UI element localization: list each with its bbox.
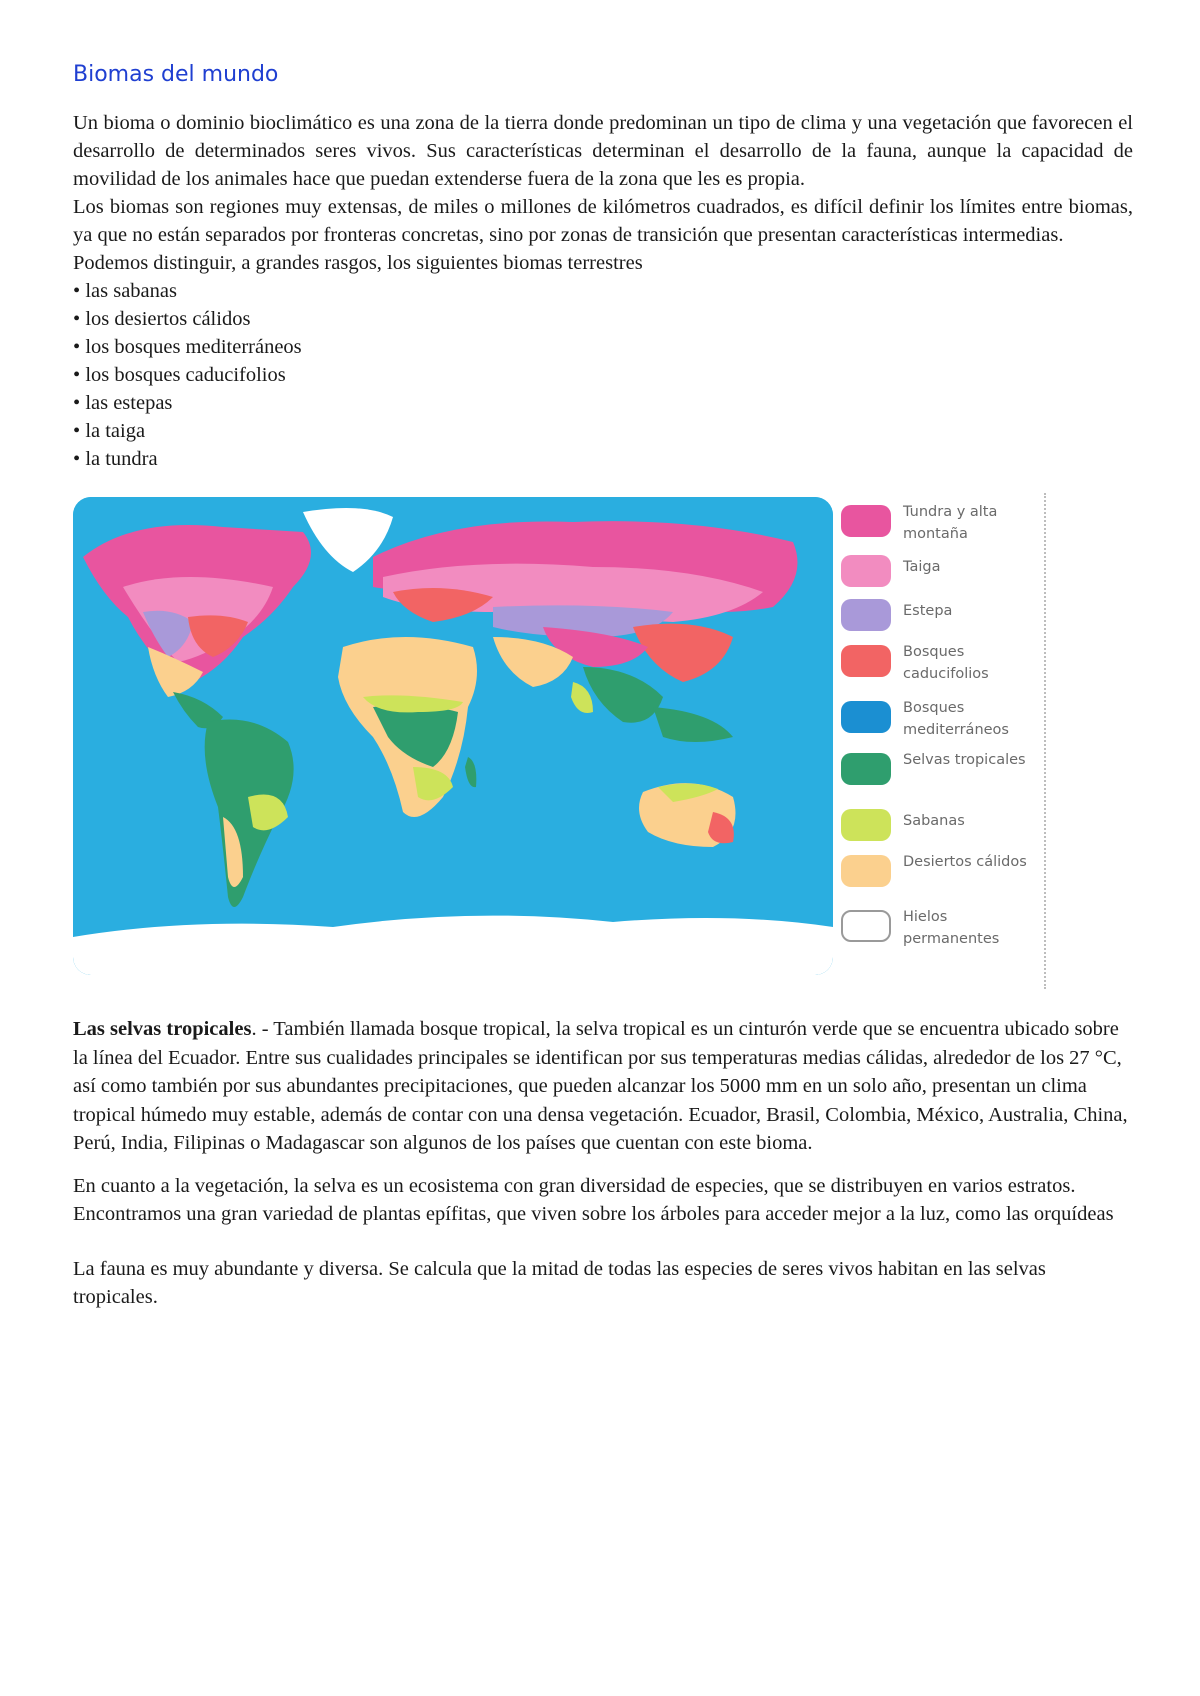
legend-label: Desiertos cálidos [903, 854, 1027, 870]
legend-item-estepa [841, 595, 1041, 645]
biome-list [73, 277, 1133, 473]
legend-swatch [841, 809, 891, 841]
list-item: • los bosques mediterráneos [73, 333, 1133, 361]
section-paragraph-2: En cuanto a la vegetación, la selva es un ecosistema con gran diversidad de especies, que se distribuyen en varios estratos. Encontramos una gran variedad de plantas epífitas, que viven sobre los árboles para acceder mejor a la luz, como las orquídeas [73, 1174, 1114, 1225]
legend-label: Tundra y alta montaña [903, 504, 998, 542]
legend-swatch [841, 753, 891, 785]
section-paragraph-3: La fauna es muy abundante y diversa. Se calcula que la mitad de todas las especies de seres vivos habitan en las selvas tropicales. [73, 1257, 1046, 1308]
legend-item-taiga [841, 551, 1041, 601]
document-page [73, 62, 1133, 1326]
legend-item-tundra [841, 501, 1041, 551]
legend-label: Hielos permanentes [903, 909, 1000, 947]
legend-swatch [841, 505, 891, 537]
section-selvas-tropicales [73, 1015, 1133, 1312]
legend-swatch [841, 910, 891, 942]
legend-swatch [841, 599, 891, 631]
legend-swatch [841, 701, 891, 733]
legend-label: Taiga [903, 559, 941, 575]
legend-item-sabanas [841, 805, 1041, 855]
legend-item-hielos-permanentes [841, 906, 1041, 956]
legend-divider [1044, 493, 1047, 989]
intro-paragraph-3: Podemos distinguir, a grandes rasgos, los siguientes biomas terrestres [73, 252, 643, 274]
legend-label: Sabanas [903, 813, 965, 829]
section-paragraph-1 [73, 1015, 1133, 1158]
legend-item-desiertos-calidos [841, 851, 1041, 901]
world-biome-map [73, 497, 833, 975]
legend-swatch [841, 855, 891, 887]
section-heading-text: . - También llamada bosque tropical, la selva tropical es un cinturón verde que se encuentra ubicado sobre la línea del Ecuador. Entre sus cualidades principales se identifican por sus temperaturas medias cálidas, alrededor de los 27 °C, así como también por sus abundantes precipitaciones, que pueden alcanzar los 5000 mm en un solo año, presentan un clima tropical húmedo muy estable, además de contar con una densa vegetación. Ecuador, Brasil, Colombia, México, Australia, China, Perú, India, Filipinas o Madagascar son algunos de los países que cuentan con este bioma. [73, 1018, 1128, 1154]
list-item: • los bosques caducifolios [73, 361, 1133, 389]
list-item: • la taiga [73, 417, 1133, 445]
section-heading: Las selvas tropicales [73, 1018, 252, 1040]
list-item: • la tundra [73, 445, 1133, 473]
intro-paragraph-2: Los biomas son regiones muy extensas, de miles o millones de kilómetros cuadrados, es difícil definir los límites entre biomas, ya que no están separados por fronteras concretas, sino por zonas de transición que presentan características intermedias. [73, 196, 1133, 246]
legend-item-bosques-mediterraneos [841, 697, 1041, 747]
legend-swatch [841, 645, 891, 677]
legend-label: Bosques caducifolios [903, 644, 989, 682]
legend-item-bosques-caducifolios [841, 641, 1041, 691]
legend-item-selvas-tropicales [841, 749, 1041, 799]
legend-swatch [841, 555, 891, 587]
page-title: Biomas del mundo [73, 62, 279, 87]
intro [73, 109, 1133, 277]
legend-label: Selvas tropicales [903, 752, 1026, 768]
biome-map-figure [73, 493, 1053, 993]
legend-label: Bosques mediterráneos [903, 700, 1009, 738]
list-item: • las sabanas [73, 277, 1133, 305]
legend-label: Estepa [903, 603, 953, 619]
list-item: • los desiertos cálidos [73, 305, 1133, 333]
intro-paragraph-1: Un bioma o dominio bioclimático es una zona de la tierra donde predominan un tipo de clima y una vegetación que favorecen el desarrollo de determinados seres vivos. Sus características determinan el desarrollo de la fauna, aunque la capacidad de movilidad de los animales hace que puedan extenderse fuera de la zona que les es propia. [73, 112, 1133, 190]
list-item: • las estepas [73, 389, 1133, 417]
